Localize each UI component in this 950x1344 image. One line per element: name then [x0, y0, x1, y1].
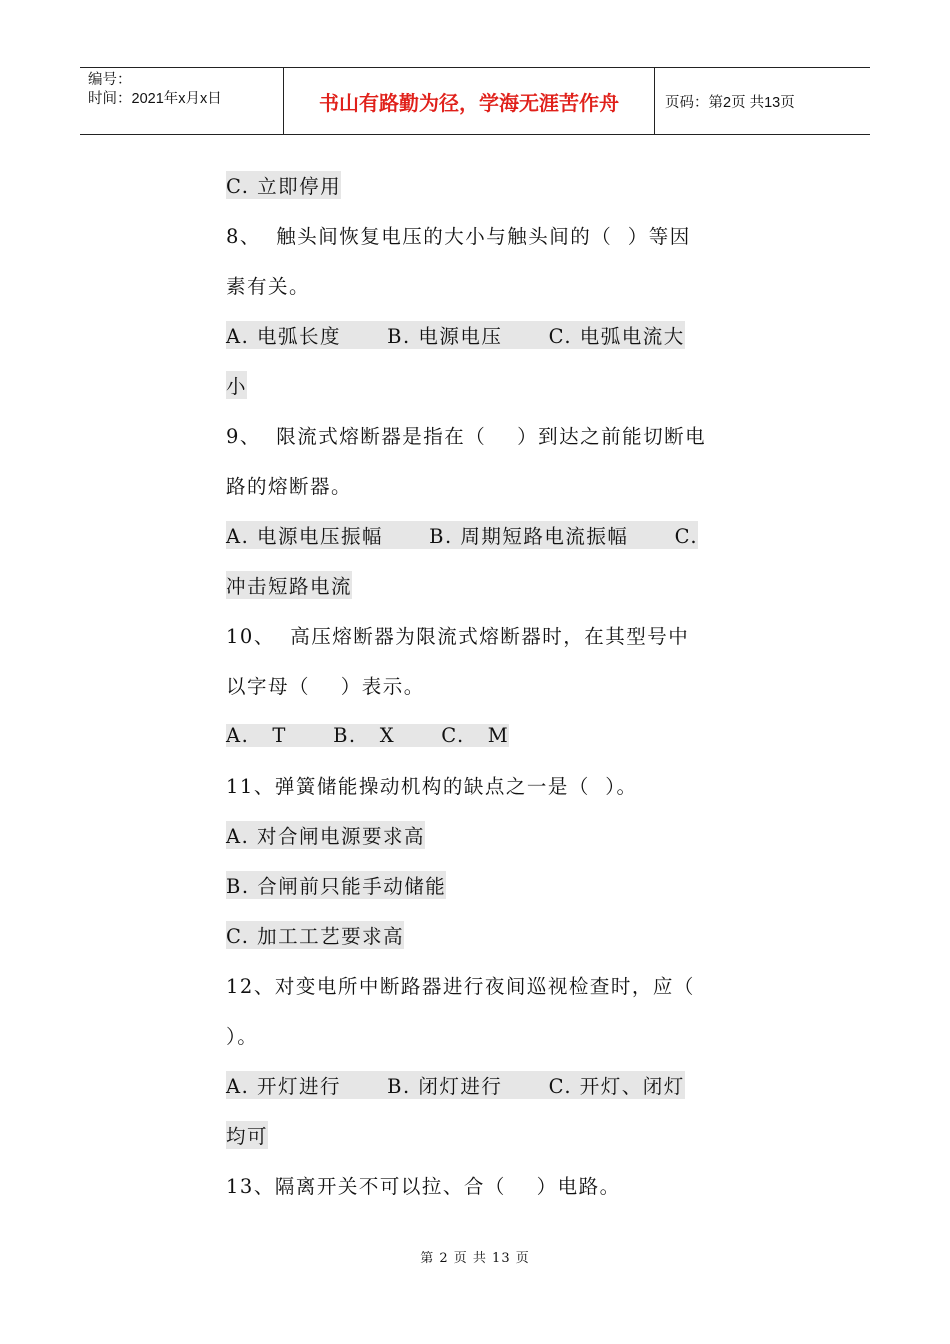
text-line: 路的熔断器。 [226, 475, 353, 498]
text-line: C. 立即停用 [226, 160, 726, 210]
text-line: 均可 [226, 1110, 726, 1160]
header-left-cell [80, 68, 283, 134]
text-line: ）。 [226, 1025, 259, 1048]
text-line: 冲击短路电流 [226, 560, 726, 610]
text-line: 12、对变电所中断路器进行夜间巡视检查时，应（ [226, 975, 695, 998]
text-line: 8、 触头间恢复电压的大小与触头间的（ ）等因 [226, 225, 691, 248]
text-line: 10、 高压熔断器为限流式熔断器时，在其型号中 [226, 625, 690, 648]
text-line: B. 合闸前只能手动储能 [226, 860, 726, 910]
text-line: A. T B. X C. M [226, 723, 510, 747]
number-label: 编号： [88, 72, 132, 88]
header-page-info: 页码：第2页 共13页 [665, 94, 795, 111]
header-motto: 书山有路勤为径，学海无涯苦作舟 [283, 68, 655, 134]
text-line: C. 加工工艺要求高 [226, 910, 726, 960]
text-line: 小 [226, 360, 726, 410]
text-line: A. 开灯进行 B. 闭灯进行 C. 开灯、闭灯 [226, 1060, 726, 1110]
page-footer: 第 2 页 共 13 页 [420, 1251, 530, 1266]
text-line: 11、弹簧储能操动机构的缺点之一是（ ）。 [226, 775, 638, 798]
text-line: 9、 限流式熔断器是指在（ ）到达之前能切断电 [226, 425, 707, 448]
text-line: A. 电源电压振幅 B. 周期短路电流振幅 C. [226, 510, 726, 560]
text-line: A. 电弧长度 B. 电源电压 C. 电弧电流大 [226, 310, 726, 360]
text-line: 以字母（ ）表示。 [226, 675, 425, 698]
text-line: 13、隔离开关不可以拉、合（ ）电路。 [226, 1175, 621, 1198]
page-header [80, 67, 870, 135]
date-label: 时间：2021年x月x日 [88, 91, 222, 107]
text-line: A. 对合闸电源要求高 [226, 810, 726, 860]
text-line: 素有关。 [226, 275, 311, 298]
document-body [226, 160, 726, 1210]
